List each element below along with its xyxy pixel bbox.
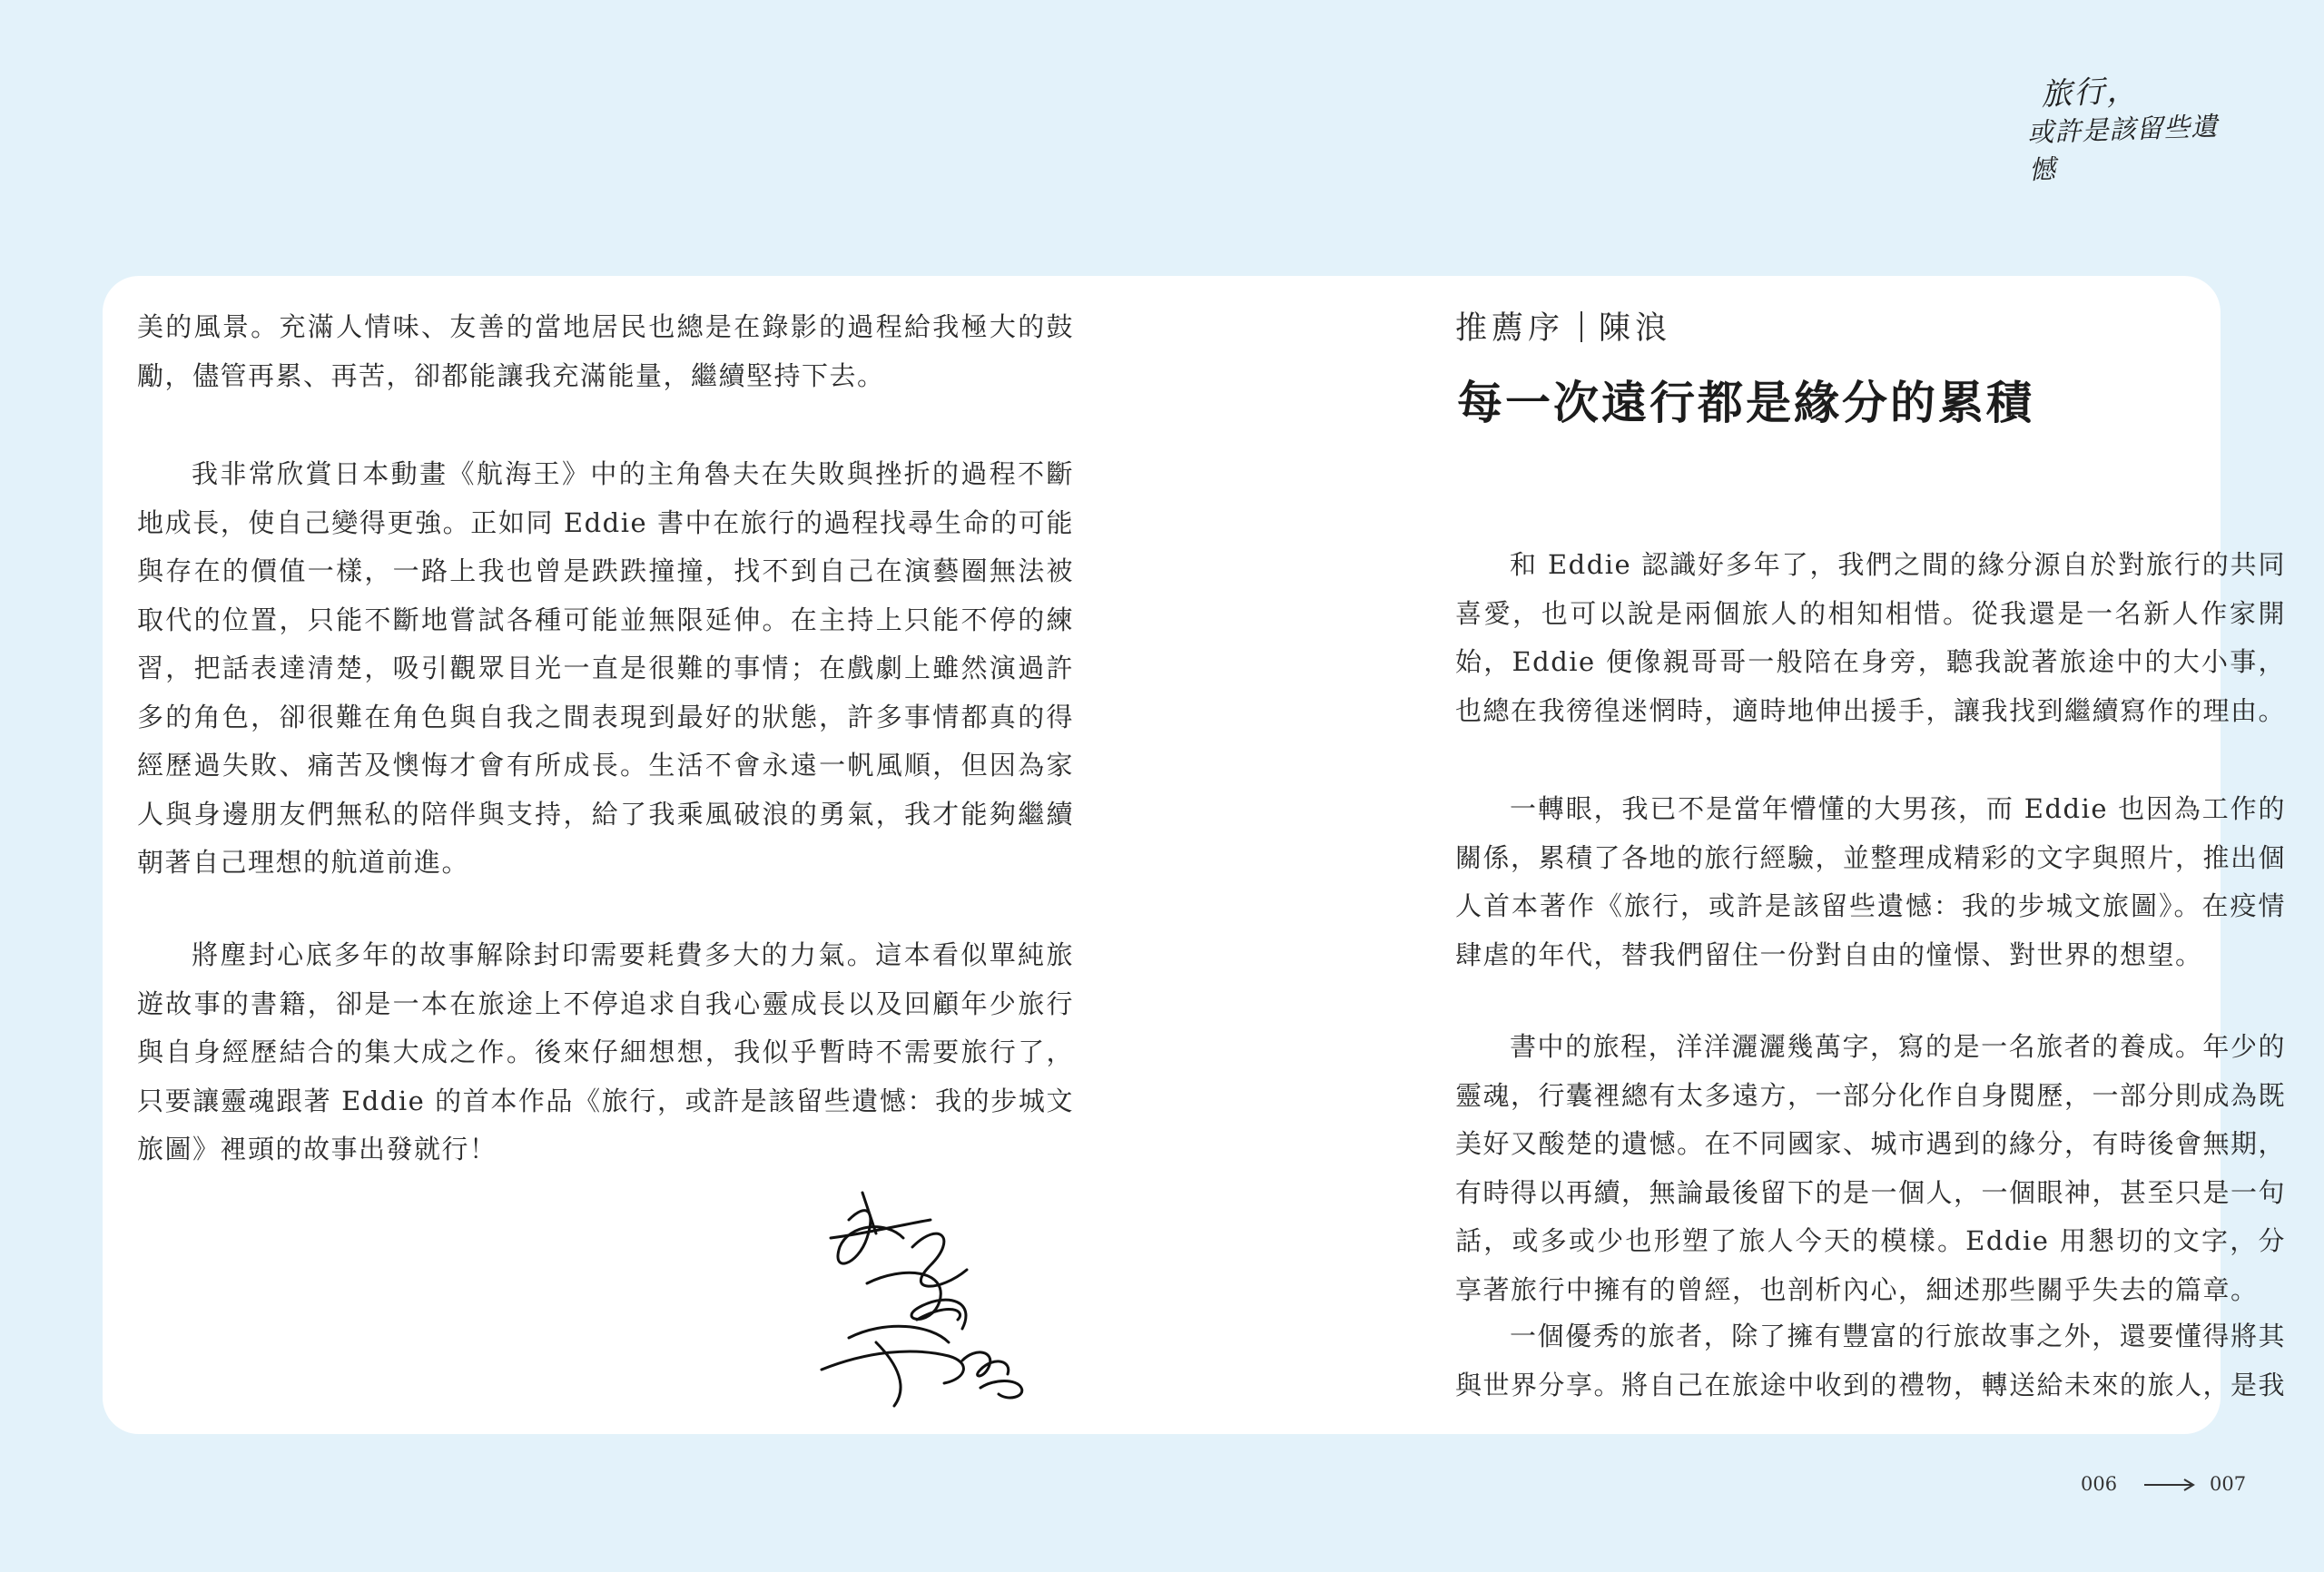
left-paragraph-3: 將塵封心底多年的故事解除封印需要耗費多大的力氣。這本看似單純旅遊故事的書籍，卻是一本在旅途上不停追求自我心靈成長以及回顧年少旅行與自身經歷結合的集大成之作。後來仔細想想，我似乎暫時不需要旅行了，只要讓靈魂跟著 Eddie 的首本作品《旅行，或許是該留些遺憾：我的步城文旅圖》裡頭的故事出發就行！ bbox=[137, 939, 1074, 1164]
section-heading bbox=[1455, 303, 1671, 349]
page-number-right: 007 bbox=[2210, 1473, 2247, 1495]
left-paragraph-2: 我非常欣賞日本動畫《航海王》中的主角魯夫在失敗與挫折的過程不斷地成長，使自己變得更強。正如同 Eddie 書中在旅行的過程找尋生命的可能與存在的價值一樣，一路上我也曾是跌跌撞撞，找不到自己在演藝圈無法被取代的位置，只能不斷地嘗試各種可能並無限延伸。在主持上只能不停的練習，把話表達清楚，吸引觀眾目光一直是很難的事情；在戲劇上雖然演過許多的角色，卻很難在角色與自我之間表現到最好的狀態，許多事情都真的得經歷過失敗、痛苦及懊悔才會有所成長。生活不會永遠一帆風順，但因為家人與身邊朋友們無私的陪伴與支持，給了我乘風破浪的勇氣，我才能夠繼續朝著自己理想的航道前進。 bbox=[137, 458, 1074, 878]
arrow-right-icon bbox=[2142, 1476, 2197, 1494]
right-paragraph-3: 書中的旅程，洋洋灑灑幾萬字，寫的是一名旅者的養成。年少的靈魂，行囊裡總有太多遠方，一部分化作自身閱歷，一部分則成為既美好又酸楚的遺憾。在不同國家、城市遇到的緣分，有時後會無期，有時得以再續，無論最後留下的是一個人，一個眼神，甚至只是一句話，或多或少也形塑了旅人今天的模樣。Eddie 用懇切的文字，分享著旅行中擁有的曾經，也剖析內心，細述那些關乎失去的篇章。 bbox=[1455, 1031, 2287, 1305]
right-paragraph-1: 和 Eddie 認識好多年了，我們之間的緣分源自於對旅行的共同喜愛，也可以說是兩個旅人的相知相惜。從我還是一名新人作家開始，Eddie 便像親哥哥一般陪在身旁，聽我說著旅途中的大小事，也總在我徬徨迷惘時，適時地伸出援手，讓我找到繼續寫作的理由。 bbox=[1455, 549, 2287, 726]
left-page bbox=[103, 276, 1174, 1434]
book-logo-line-2: 或許是該留些遺憾 bbox=[2026, 110, 2219, 186]
page-number-left: 006 bbox=[2081, 1473, 2118, 1495]
page-spread bbox=[103, 276, 2287, 1434]
left-paragraph-1: 美的風景。充滿人情味、友善的當地居民也總是在錄影的過程給我極大的鼓勵，儘管再累、再苦，卻都能讓我充滿能量，繼續堅持下去。 bbox=[137, 311, 1074, 391]
right-paragraph-2: 一轉眼，我已不是當年懵懂的大男孩，而 Eddie 也因為工作的關係，累積了各地的旅行經驗，並整理成精彩的文字與照片，推出個人首本著作《旅行，或許是該留些遺憾：我的步城文旅圖》。在疫情肆虐的年代，替我們留住一份對自由的憧憬、對世界的想望。 bbox=[1455, 793, 2287, 970]
author-signature-icon bbox=[812, 1184, 1067, 1420]
preface-author: 陳浪 bbox=[1599, 310, 1672, 347]
book-logo-line-1: 旅行， bbox=[2040, 72, 2141, 113]
right-page bbox=[1174, 276, 2287, 1434]
book-title-logo bbox=[2026, 67, 2244, 186]
page-title bbox=[1455, 367, 2036, 436]
headline-block bbox=[1455, 367, 2036, 436]
heading-divider bbox=[1581, 311, 1582, 342]
page-title-text: 每一次遠行都是緣分的累積 bbox=[1457, 376, 2034, 429]
section-label: 推薦序 bbox=[1455, 310, 1565, 347]
right-paragraph-4: 一個優秀的旅者，除了擁有豐富的行旅故事之外，還要懂得將其與世界分享。將自己在旅途中收到的禮物，轉送給未來的旅人，是我 bbox=[1455, 1321, 2287, 1400]
